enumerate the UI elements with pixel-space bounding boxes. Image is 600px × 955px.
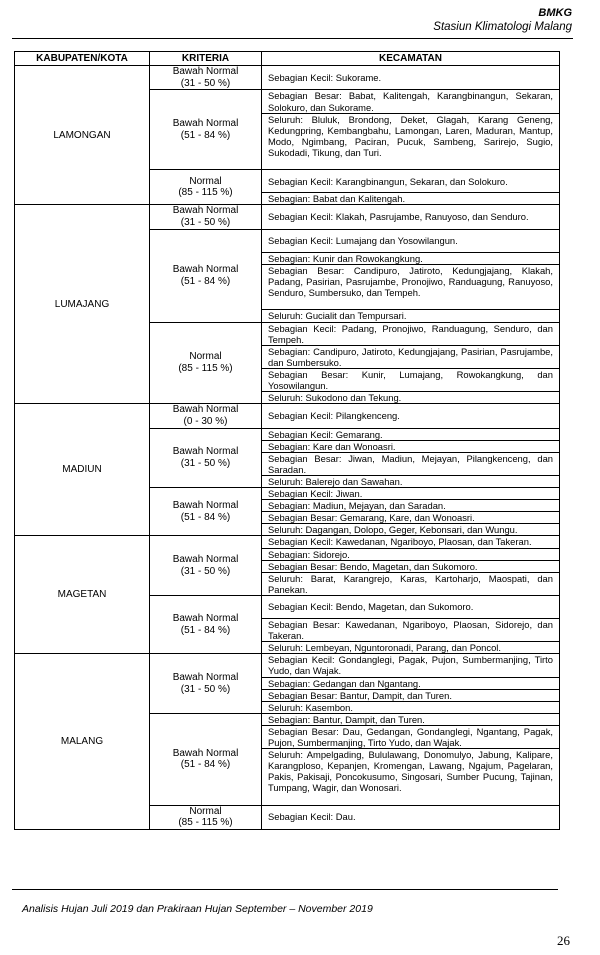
table-header-row	[15, 52, 560, 66]
kecamatan-entry: Sebagian: Gedangan dan Ngantang.	[262, 678, 559, 690]
kecamatan-entry: Seluruh: Sukodono dan Tekung.	[268, 392, 402, 404]
kriteria-label: Bawah Normal	[172, 118, 239, 130]
kecamatan-entry: Sebagian Kecil: Gondanglegi, Pagak, Pujon, Sumbermanjing, Tirto Yudo, dan Wajak.	[262, 654, 559, 677]
kecamatan-entry: Sebagian Besar: Candipuro, Jatiroto, Kedungjajang, Klakah, Padang, Pasirian, Pasrujambe, Pronojiwo, Randuagung, Ranuyoso, Senduro, Sumbersuko, dan Tempeh.	[262, 265, 559, 310]
kriteria-label: Normal	[189, 351, 222, 363]
kecamatan-entry: Sebagian Kecil: Karangbinangun, Sekaran, dan Solokuro.	[262, 170, 559, 193]
kriteria-label: Bawah Normal	[172, 205, 239, 217]
kriteria-label: Bawah Normal	[172, 671, 239, 683]
kriteria-range: (31 - 50 %)	[180, 217, 231, 229]
kriteria-cell	[150, 170, 262, 205]
kriteria-range: (85 - 115 %)	[178, 817, 233, 829]
kriteria-range: (0 - 30 %)	[183, 415, 228, 427]
kecamatan-entry: Seluruh: Ampelgading, Bululawang, Donomulyo, Jabung, Kalipare, Karangploso, Kepanjen, Kromengan, Lawang, Ngajum, Pagelaran, Pakis, Pakisaji, Poncokusumo, Singosari, Sumber Pucung, Tajinan, Tumpang, Wagir, dan Wonosari.	[268, 749, 553, 794]
table-row	[15, 66, 560, 90]
kecamatan-entry: Seluruh: Balerejo dan Sawahan.	[268, 475, 403, 487]
header-org: BMKG	[538, 7, 572, 19]
kecamatan-entry: Seluruh: Lembeyan, Nguntoronadi, Parang, dan Poncol.	[268, 642, 501, 654]
table-row	[15, 654, 560, 713]
kecamatan-entry: Sebagian Besar: Gemarang, Kare, dan Wonoasri.	[262, 512, 559, 524]
kriteria-range: (31 - 50 %)	[180, 683, 231, 695]
kecamatan-entry: Sebagian Kecil: Klakah, Pasrujambe, Ranuyoso, dan Senduro.	[268, 210, 529, 222]
kriteria-range: (85 - 115 %)	[178, 187, 233, 199]
header-kabupaten: KABUPATEN/KOTA	[15, 52, 150, 66]
footer-caption: Analisis Hujan Juli 2019 dan Prakiraan Hujan September – November 2019	[22, 903, 373, 915]
kecamatan-cell	[262, 805, 560, 829]
kecamatan-entry: Sebagian Besar: Jiwan, Madiun, Mejayan, Pilangkenceng, dan Saradan.	[262, 453, 559, 476]
kecamatan-entry: Sebagian Kecil: Kawedanan, Ngariboyo, Plaosan, dan Takeran.	[262, 536, 559, 548]
kriteria-range: (51 - 84 %)	[180, 129, 231, 141]
kecamatan-cell	[262, 322, 560, 404]
kecamatan-entry: Seluruh: Bluluk, Brondong, Deket, Glagah, Karang Geneng, Kedungpring, Kembangbahu, Lamongan, Laren, Maduran, Mantup, Modo, Ngimbang, Paciran, Pucuk, Sambeng, Sarirejo, Sugio, Sukodadi, Tikung, dan Turi.	[268, 113, 553, 158]
kriteria-cell	[150, 66, 262, 90]
kabupaten-cell: LAMONGAN	[15, 66, 150, 205]
kecamatan-cell	[262, 404, 560, 428]
kecamatan-entry: Sebagian: Kunir dan Rowokangkung.	[262, 253, 559, 265]
header-kriteria: KRITERIA	[150, 52, 262, 66]
kriteria-label: Bawah Normal	[172, 553, 239, 565]
kriteria-range: (51 - 84 %)	[180, 275, 231, 287]
kecamatan-cell	[262, 66, 560, 90]
kriteria-range: (85 - 115 %)	[178, 362, 233, 374]
kecamatan-cell	[262, 654, 560, 713]
kriteria-range: (31 - 50 %)	[180, 77, 231, 89]
header-kecamatan: KECAMATAN	[262, 52, 560, 66]
kecamatan-entry: Sebagian Besar: Dau, Gedangan, Gondanglegi, Ngantang, Pagak, Pujon, Sumbermanjing, Tirto Yudo, dan Wajak.	[262, 726, 559, 749]
kriteria-label: Bawah Normal	[172, 612, 239, 624]
kecamatan-entry: Sebagian Kecil: Bendo, Magetan, dan Sukomoro.	[262, 596, 559, 619]
kabupaten-cell: MADIUN	[15, 404, 150, 536]
rainfall-table-container	[14, 51, 559, 830]
header-divider	[12, 38, 573, 39]
kecamatan-entry: Seluruh: Barat, Karangrejo, Karas, Kartoharjo, Maospati, dan Panekan.	[268, 572, 553, 595]
page-number: 26	[557, 933, 570, 948]
kriteria-cell	[150, 205, 262, 229]
table-row	[15, 404, 560, 428]
kecamatan-entry: Sebagian Besar: Babat, Kalitengah, Karangbinangun, Sekaran, Solokuro, dan Sukorame.	[262, 90, 559, 113]
kriteria-range: (51 - 84 %)	[180, 759, 231, 771]
kecamatan-entry: Sebagian Kecil: Sukorame.	[268, 71, 382, 83]
kecamatan-entry: Sebagian Kecil: Gemarang.	[262, 429, 559, 441]
kriteria-cell	[150, 536, 262, 595]
kecamatan-cell	[262, 536, 560, 595]
kecamatan-entry: Sebagian Besar: Kawedanan, Ngariboyo, Plaosan, Sidorejo, dan Takeran.	[262, 619, 559, 642]
kecamatan-entry: Seluruh: Kasembon.	[268, 701, 353, 713]
kecamatan-entry: Sebagian: Kare dan Wonoasri.	[262, 441, 559, 453]
kriteria-cell	[150, 322, 262, 404]
kriteria-cell	[150, 488, 262, 536]
table-row	[15, 205, 560, 229]
kriteria-range: (51 - 84 %)	[180, 624, 231, 636]
kecamatan-cell	[262, 428, 560, 487]
kriteria-range: (51 - 84 %)	[180, 511, 231, 523]
kriteria-cell	[150, 805, 262, 829]
kabupaten-cell: MALANG	[15, 654, 150, 830]
table-body	[15, 66, 560, 830]
kecamatan-entry: Seluruh: Dagangan, Dolopo, Geger, Kebonsari, dan Wungu.	[268, 524, 518, 536]
table-row	[15, 536, 560, 595]
kecamatan-entry: Sebagian: Bantur, Dampit, dan Turen.	[262, 714, 559, 726]
kriteria-label: Bawah Normal	[172, 66, 239, 77]
kecamatan-entry: Sebagian Kecil: Pilangkenceng.	[268, 409, 400, 421]
kecamatan-entry: Sebagian: Candipuro, Jatiroto, Kedungjajang, Pasirian, Pasrujambe, dan Sumbersuko.	[262, 346, 559, 369]
kecamatan-entry: Sebagian: Babat dan Kalitengah.	[268, 193, 406, 205]
kriteria-label: Bawah Normal	[172, 263, 239, 275]
kecamatan-entry: Sebagian Kecil: Lumajang dan Yosowilangun.	[262, 230, 559, 253]
kriteria-cell	[150, 428, 262, 487]
kecamatan-entry: Sebagian: Sidorejo.	[262, 549, 559, 561]
kriteria-cell	[150, 713, 262, 805]
kriteria-cell	[150, 404, 262, 428]
kabupaten-cell: MAGETAN	[15, 536, 150, 654]
kriteria-label: Bawah Normal	[172, 500, 239, 512]
kecamatan-entry: Sebagian Kecil: Jiwan.	[262, 488, 559, 500]
kriteria-range: (31 - 50 %)	[180, 565, 231, 577]
kecamatan-cell	[262, 488, 560, 536]
kriteria-label: Bawah Normal	[172, 747, 239, 759]
kecamatan-cell	[262, 229, 560, 322]
kecamatan-cell	[262, 713, 560, 805]
kecamatan-cell	[262, 170, 560, 205]
kecamatan-entry: Seluruh: Gucialit dan Tempursari.	[268, 310, 407, 322]
kriteria-label: Normal	[189, 805, 222, 817]
kriteria-label: Bawah Normal	[172, 446, 239, 458]
kriteria-cell	[150, 229, 262, 322]
kecamatan-entry: Sebagian Besar: Bantur, Dampit, dan Turen.	[262, 690, 559, 702]
kecamatan-cell	[262, 90, 560, 170]
kecamatan-entry: Sebagian Kecil: Dau.	[268, 811, 356, 823]
rainfall-table	[14, 51, 560, 830]
kriteria-range: (31 - 50 %)	[180, 457, 231, 469]
kabupaten-cell: LUMAJANG	[15, 205, 150, 404]
kecamatan-entry: Sebagian Besar: Kunir, Lumajang, Rowokangkung, dan Yosowilangun.	[262, 369, 559, 392]
header-station: Stasiun Klimatologi Malang	[433, 21, 572, 33]
kriteria-cell	[150, 595, 262, 653]
kecamatan-cell	[262, 205, 560, 229]
kriteria-cell	[150, 654, 262, 713]
kecamatan-entry: Sebagian Besar: Bendo, Magetan, dan Sukomoro.	[262, 561, 559, 573]
footer-divider	[12, 889, 558, 890]
kriteria-label: Normal	[189, 175, 222, 187]
kriteria-label: Bawah Normal	[172, 404, 239, 416]
kriteria-cell	[150, 90, 262, 170]
kecamatan-entry: Sebagian: Madiun, Mejayan, dan Saradan.	[262, 500, 559, 512]
kecamatan-entry: Sebagian Kecil: Padang, Pronojiwo, Randuagung, Senduro, dan Tempeh.	[262, 323, 559, 346]
kecamatan-cell	[262, 595, 560, 653]
